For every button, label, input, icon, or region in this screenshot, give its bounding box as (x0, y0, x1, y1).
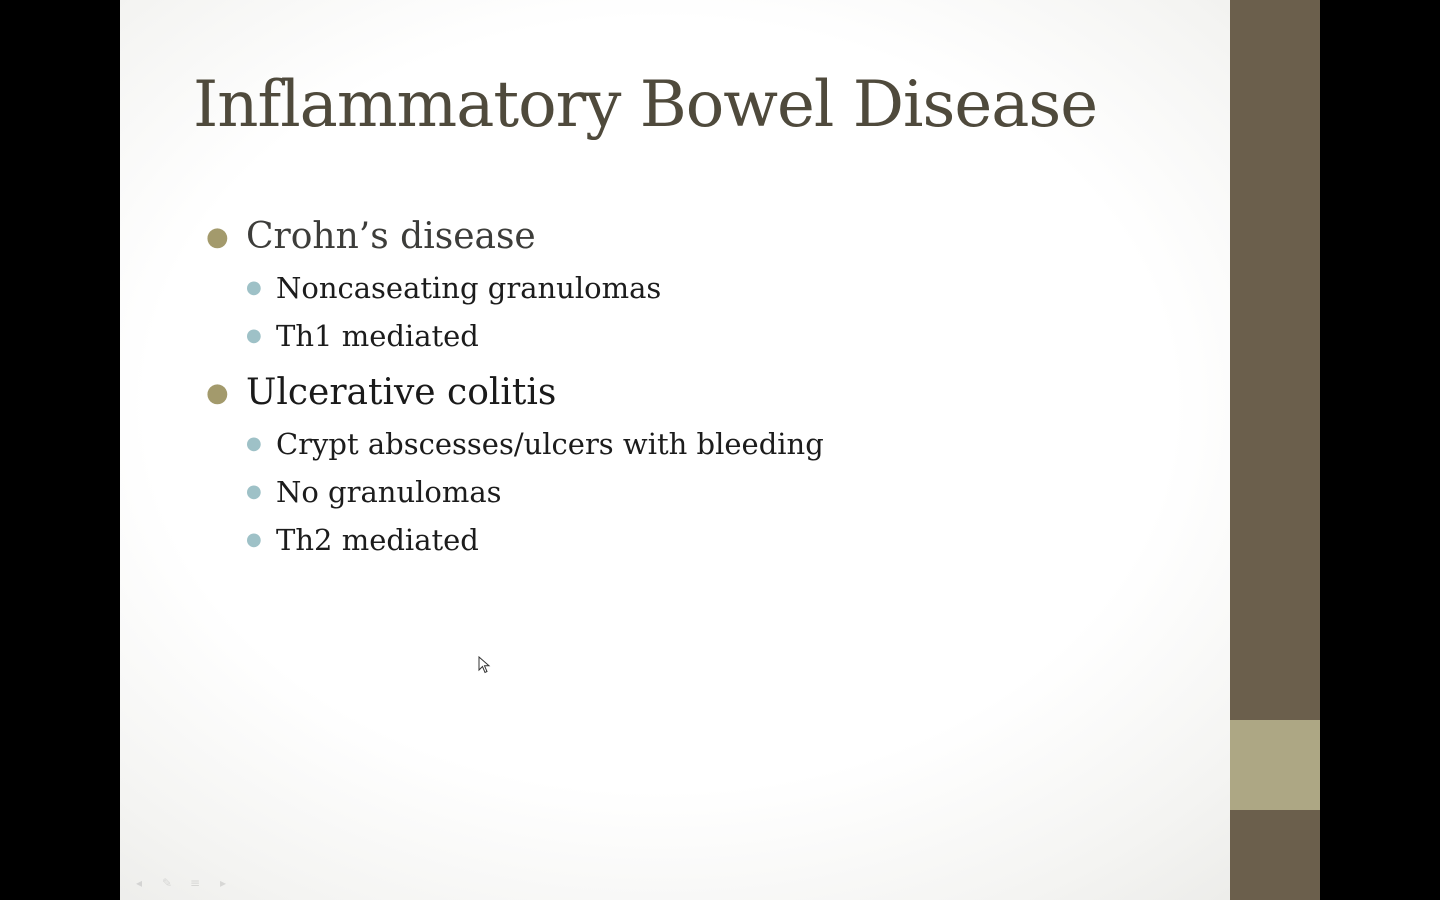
sub-bullet (246, 264, 1106, 312)
sub-bullet-icon: ● (246, 529, 262, 550)
bullet-list (206, 210, 1106, 570)
sub-bullet-icon: ● (246, 433, 262, 454)
mouse-pointer-icon (478, 656, 492, 674)
sub-bullet (246, 516, 1106, 564)
sub-bullet-icon: ● (246, 277, 262, 298)
previous-icon[interactable]: ◂ (135, 876, 143, 890)
bullet-crohns (206, 210, 1106, 264)
sidebar-accent-block (1230, 720, 1320, 810)
slideshow-toolbar (130, 876, 232, 890)
bullet-ulcerative-colitis (206, 366, 1106, 420)
bullet-icon: ● (206, 222, 229, 252)
sub-bullet (246, 468, 1106, 516)
sub-bullet-label: No granulomas (276, 475, 502, 509)
sub-bullet-icon: ● (246, 325, 262, 346)
sub-bullet-label: Noncaseating granulomas (276, 271, 662, 305)
slide-title: Inflammatory Bowel Disease (193, 68, 1098, 142)
sub-bullets-ulcerative-colitis (206, 420, 1106, 564)
sub-bullet-label: Crypt abscesses/ulcers with bleeding (276, 427, 824, 461)
bullet-label: Crohn’s disease (246, 216, 536, 257)
sub-bullet-icon: ● (246, 481, 262, 502)
menu-icon[interactable]: ≡ (189, 876, 201, 890)
sub-bullet (246, 312, 1106, 360)
sub-bullet-label: Th1 mediated (276, 319, 479, 353)
bullet-label: Ulcerative colitis (246, 372, 557, 413)
bullet-icon: ● (206, 378, 229, 408)
pen-icon[interactable]: ✎ (161, 876, 173, 890)
next-icon[interactable]: ▸ (219, 876, 227, 890)
sub-bullet (246, 420, 1106, 468)
sub-bullet-label: Th2 mediated (276, 523, 479, 557)
slide[interactable] (120, 0, 1320, 900)
sub-bullets-crohns (206, 264, 1106, 360)
